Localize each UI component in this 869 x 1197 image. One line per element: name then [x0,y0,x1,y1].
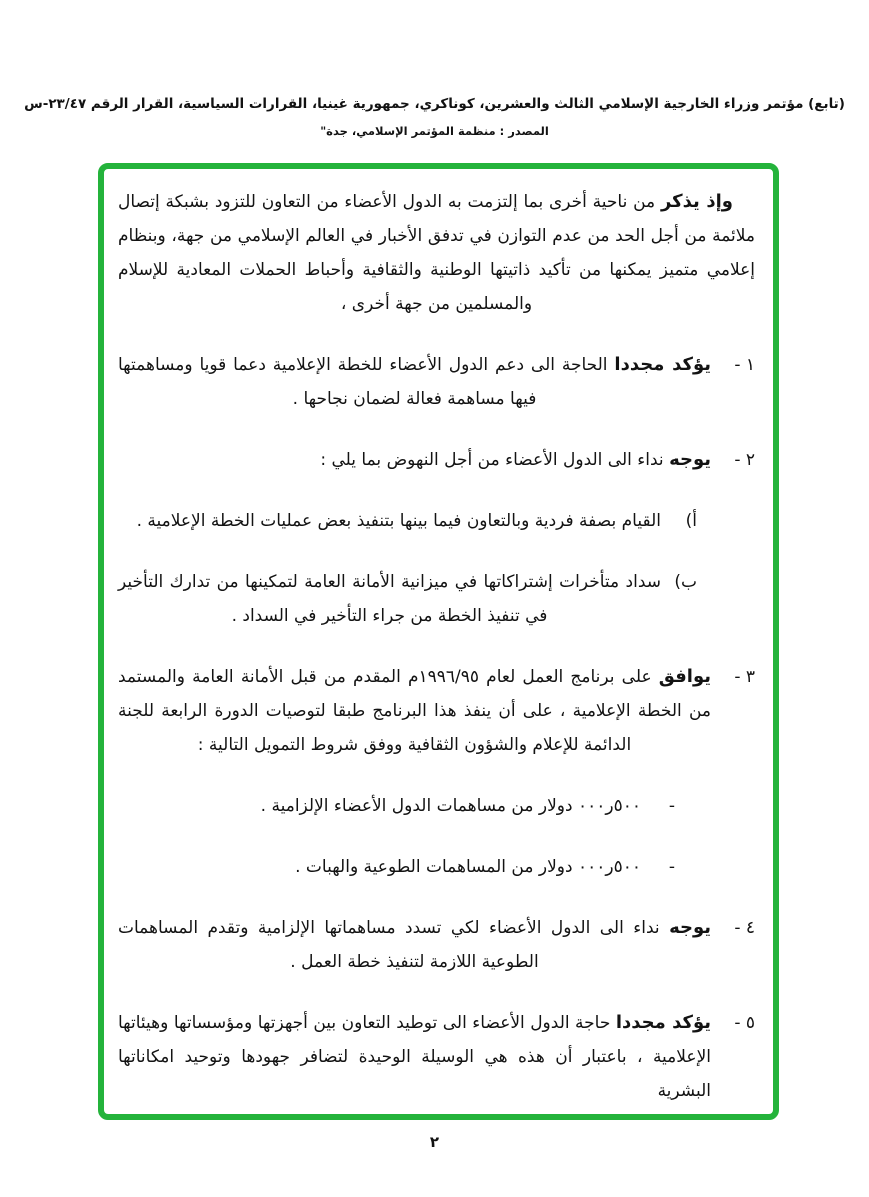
funding-bullet-1 [118,789,675,823]
clause-5-number: ٥ - [734,1013,755,1033]
preamble-text: من ناحية أخرى بما إلتزمت به الدول الأعضاء من التعاون للتزود بشبكة إتصال ملائمة من أجل الحد من عدم التوازن في تدفق الأخبار في العالم الإسلامي من جهة، وبنظام إعلامي متميز يمكنها من تأكيد ذاتيتها الوطنية والثقافية وأحباط الحملات المعادية للإسلام والمسلمين من جهة أخرى ، [118,192,755,314]
clause-3-lead-word: يوافق [658,666,712,687]
clause-5-body: حاجة الدول الأعضاء الى توطيد التعاون بين أجهزتها ومؤسساتها وهيئاتها الإعلامية ، باعتبار أن هذه هي الوسيلة الوحيدة لتضافر جهودها وتوحيد امكاناتها البشرية [118,1013,711,1101]
preamble-lead-word: وإذ يذكر [660,191,733,212]
clause-5-text [118,1006,711,1108]
clause-3-text [118,660,711,762]
subclause-b-marker: ب) [674,572,697,592]
funding-bullet-2-dash: - [668,857,675,877]
clause-4-text [118,911,711,979]
subclause-b [118,565,697,633]
clause-2 [118,443,755,477]
funding-bullet-1-dash: - [668,796,675,816]
subclause-b-text: سداد متأخرات إشتراكاتها في ميزانية الأمانة العامة لتمكينها من تدارك التأخير في تنفيذ الخطة من جراء التأخير في السداد . [118,572,661,626]
clause-2-number: ٢ - [734,450,755,470]
clause-2-lead-word: يوجه [669,449,711,470]
clause-1 [118,348,755,416]
clause-1-number: ١ - [734,355,755,375]
clause-3 [118,660,755,762]
clause-3-body: على برنامج العمل لعام ١٩٩٦/٩٥م المقدم من قبل الأمانة العامة والمستمد من الخطة الإعلامية ، على أن ينفذ هذا البرنامج طبقا لتوصيات الدورة الرابعة للجنة الدائمة للإعلام والشؤون الثقافية ووفق شروط التمويل التالية : [118,667,711,755]
funding-bullet-1-text: ٥٠٠ر٠٠٠ دولار من مساهمات الدول الأعضاء الإلزامية . [260,796,641,816]
green-annotation-box [98,163,779,1120]
clause-4-lead-word: يوجه [669,917,711,938]
clause-1-body: الحاجة الى دعم الدول الأعضاء للخطة الإعلامية دعما قويا ومساهمتها فيها مساهمة فعالة لضمان نجاحها . [118,355,608,409]
subclause-a-marker: أ) [685,511,697,531]
funding-bullet-2-text: ٥٠٠ر٠٠٠ دولار من المساهمات الطوعية والهبات . [295,857,641,877]
clause-5 [118,1006,755,1108]
clause-4-number: ٤ - [734,918,755,938]
clause-1-lead-word: يؤكد مجددا [614,354,711,375]
clause-3-number: ٣ - [734,667,755,687]
subclause-a [118,504,697,538]
preamble-paragraph [118,185,755,321]
clause-4-body: نداء الى الدول الأعضاء لكي تسدد مساهماتها الإلزامية وتقدم المساهمات الطوعية اللازمة لتنفيذ خطة العمل . [118,918,660,972]
funding-bullets [118,789,675,884]
document-source-line: المصدر : منظمة المؤتمر الإسلامي، جدة" [320,124,549,138]
document-citation-header: (تابع) مؤتمر وزراء الخارجية الإسلامي الثالث والعشرين، كوناكري، جمهورية غينيا، القرارات السياسية، القرار الرقم ٢٣/٤٧-س [24,96,845,112]
clause-5-lead-word: يؤكد مجددا [615,1012,711,1033]
clause-1-text [118,348,711,416]
clause-4 [118,911,755,979]
funding-bullet-2 [118,850,675,884]
clause-2-body: نداء الى الدول الأعضاء من أجل النهوض بما يلي : [320,450,664,470]
page-number: ٢ [429,1133,440,1151]
subclause-a-text: القيام بصفة فردية وبالتعاون فيما بينها بتنفيذ بعض عمليات الخطة الإعلامية . [136,511,661,531]
clause-2-text [118,443,711,477]
